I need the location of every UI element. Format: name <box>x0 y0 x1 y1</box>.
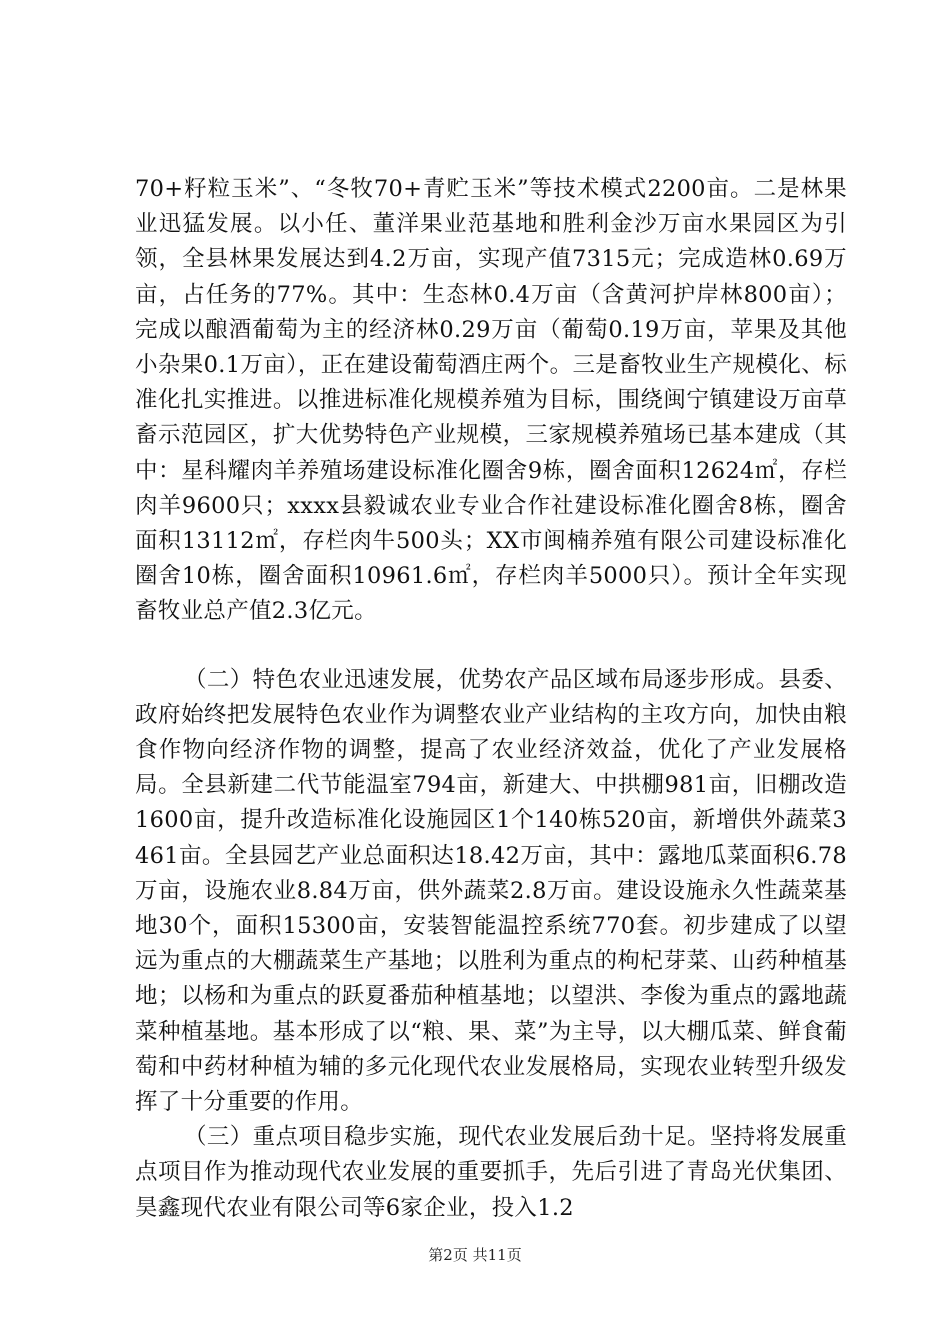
paragraph-gap <box>135 630 847 663</box>
paragraph-livestock-forestry: 70+籽粒玉米”、“冬牧70+青贮玉米”等技术模式2200亩。二是林果业迅猛发展。以小任、董洋果业范基地和胜利金沙万亩水果园区为引领，全县林果发展达到4.2万亩，实现产值7315元；完成造林0.69万亩，占任务的77%。其中：生态林0.4万亩（含黄河护岸林800亩）；完成以酿酒葡萄为主的经济林0.29万亩（葡萄0.19万亩，苹果及其他小杂果0.1万亩），正在建设葡萄酒庄两个。三是畜牧业生产规模化、标准化扎实推进。以推进标准化规模养殖为目标，围绕闽宁镇建设万亩草畜示范园区，扩大优势特色产业规模，三家规模养殖场已基本建成（其中：星科耀肉羊养殖场建设标准化圈舍9栋，圈舍面积12624㎡，存栏肉羊9600只；xxxx县毅诚农业专业合作社建设标准化圈舍8栋，圈舍面积13112㎡，存栏肉牛500头；XX市闽楠养殖有限公司建设标准化圈舍10栋，圈舍面积10961.6㎡，存栏肉羊5000只）。预计全年实现畜牧业总产值2.3亿元。 <box>135 176 847 625</box>
paragraph-special-agriculture: （二）特色农业迅速发展，优势农产品区域布局逐步形成。县委、政府始终把发展特色农业作为调整农业产业结构的主攻方向，加快由粮食作物向经济作物的调整，提高了农业经济效益，优化了产业发展格局。全县新建二代节能温室794亩，新建大、中拱棚981亩，旧棚改造1600亩，提升改造标准化设施园区1个140栋520亩，新增供外蔬菜3461亩。全县园艺产业总面积达18.42万亩，其中：露地瓜菜面积6.78万亩，设施农业8.84万亩，供外蔬菜2.8万亩。建设设施永久性蔬菜基地30个，面积15300亩，安装智能温控系统770套。初步建成了以望远为重点的大棚蔬菜生产基地；以胜利为重点的枸杞芽菜、山药种植基地；以杨和为重点的跃夏番茄种植基地；以望洪、李俊为重点的露地蔬菜种植基地。基本形成了以“粮、果、菜”为主导，以大棚瓜菜、鲜食葡萄和中药材种植为辅的多元化现代农业发展格局，实现农业转型升级发挥了十分重要的作用。 <box>135 666 847 1116</box>
page-number-footer: 第2页 共11页 <box>428 1246 522 1264</box>
document-body <box>135 172 847 1226</box>
paragraph-key-projects: （三）重点项目稳步实施，现代农业发展后劲十足。坚持将发展重点项目作为推动现代农业发展的重要抓手，先后引进了青岛光伏集团、昊鑫现代农业有限公司等6家企业，投入1.2 <box>135 1124 847 1221</box>
